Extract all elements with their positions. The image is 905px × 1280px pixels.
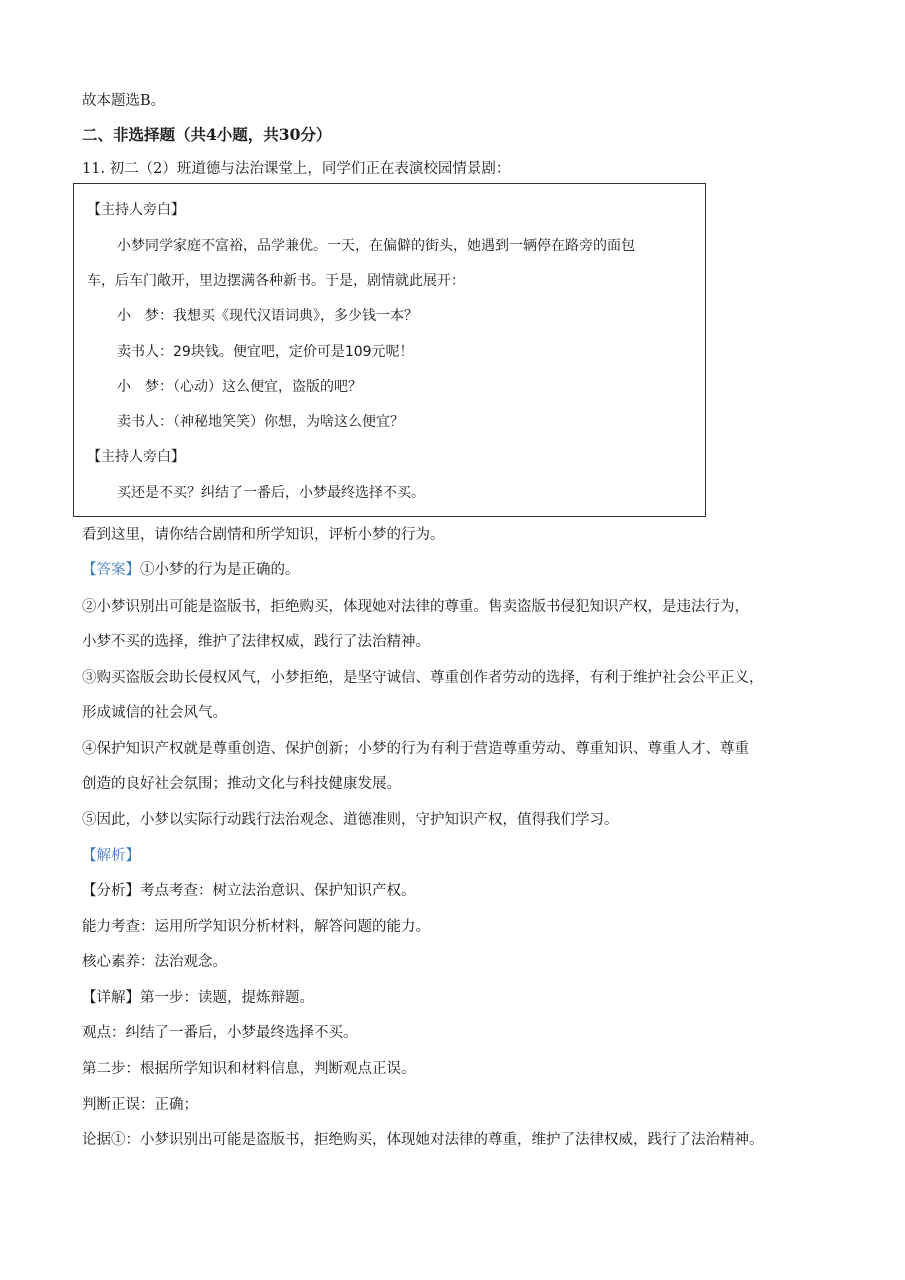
section-heading: 二、非选择题（共4小题，共30分） [82, 125, 332, 144]
answer-line: ③购买盗版会助长侵权风气，小梦拒绝，是坚守诚信、尊重创作者劳动的选择，有利于维护社会公平正义， [82, 670, 764, 686]
narration-line: 车，后车门敞开，里边摆满各种新书。于是，剧情就此展开： [87, 273, 465, 289]
analysis-line: 观点：纠结了一番后，小梦最终选择不买。 [82, 1025, 358, 1041]
analysis-line: 【详解】第一步：读题，提炼辩题。 [82, 990, 314, 1006]
dialogue-line: 卖书人：（神秘地笑笑）你想，为啥这么便宜？ [117, 414, 404, 430]
host-label: 【主持人旁白】 [87, 202, 185, 218]
answer-tag: 【答案】 [82, 562, 140, 578]
answer-line: ④保护知识产权就是尊重创造、保护创新；小梦的行为有利于营造尊重劳动、尊重知识、尊重人才、尊重 [82, 741, 749, 757]
answer-line: ②小梦识别出可能是盗版书，拒绝购买，体现她对法律的尊重。售卖盗版书侵犯知识产权，是违法行为， [82, 599, 749, 615]
analysis-line: 【分析】考点考查：树立法治意识、保护知识产权。 [82, 883, 416, 899]
narration-line: 小梦同学家庭不富裕，品学兼优。一天，在偏僻的街头，她遇到一辆停在路旁的面包 [117, 238, 635, 254]
scenario-box [73, 183, 706, 517]
answer-text: ①小梦的行为是正确的。 [140, 562, 300, 578]
analysis-tag: 【解析】 [82, 848, 140, 864]
answer-line: 创造的良好社会氛围；推动文化与科技健康发展。 [82, 776, 401, 792]
analysis-line: 能力考查：运用所学知识分析材料，解答问题的能力。 [82, 919, 430, 935]
question-text: 11. 初二（2）班道德与法治课堂上，同学们正在表演校园情景剧： [82, 161, 511, 177]
dialogue-line: 卖书人：29块钱。便宜吧，定价可是109元呢！ [117, 344, 414, 360]
analysis-line: 论据①：小梦识别出可能是盗版书，拒绝购买，体现她对法律的尊重，维护了法律权威，践行了法治精神。 [82, 1132, 764, 1148]
narration-line: 买还是不买？纠结了一番后，小梦最终选择不买。 [117, 485, 425, 501]
analysis-line: 判断正误：正确； [82, 1097, 198, 1113]
analysis-line: 第二步：根据所学知识和材料信息，判断观点正误。 [82, 1061, 416, 1077]
host-label: 【主持人旁白】 [87, 449, 185, 465]
dialogue-line: 小 梦：（心动）这么便宜，盗版的吧？ [117, 379, 362, 395]
dialogue-line: 小 梦：我想买《现代汉语词典》，多少钱一本？ [117, 308, 418, 324]
analysis-line: 核心素养：法治观念。 [82, 954, 227, 970]
answer-line: 形成诚信的社会风气。 [82, 705, 227, 721]
answer-line [82, 560, 300, 580]
answer-line: ⑤因此，小梦以实际行动践行法治观念、道德准则，守护知识产权，值得我们学习。 [82, 812, 619, 828]
prompt-text: 看到这里，请你结合剧情和所学知识，评析小梦的行为。 [82, 527, 445, 543]
intro-text: 故本题选B。 [82, 93, 166, 109]
answer-line: 小梦不买的选择，维护了法律权威，践行了法治精神。 [82, 634, 430, 650]
